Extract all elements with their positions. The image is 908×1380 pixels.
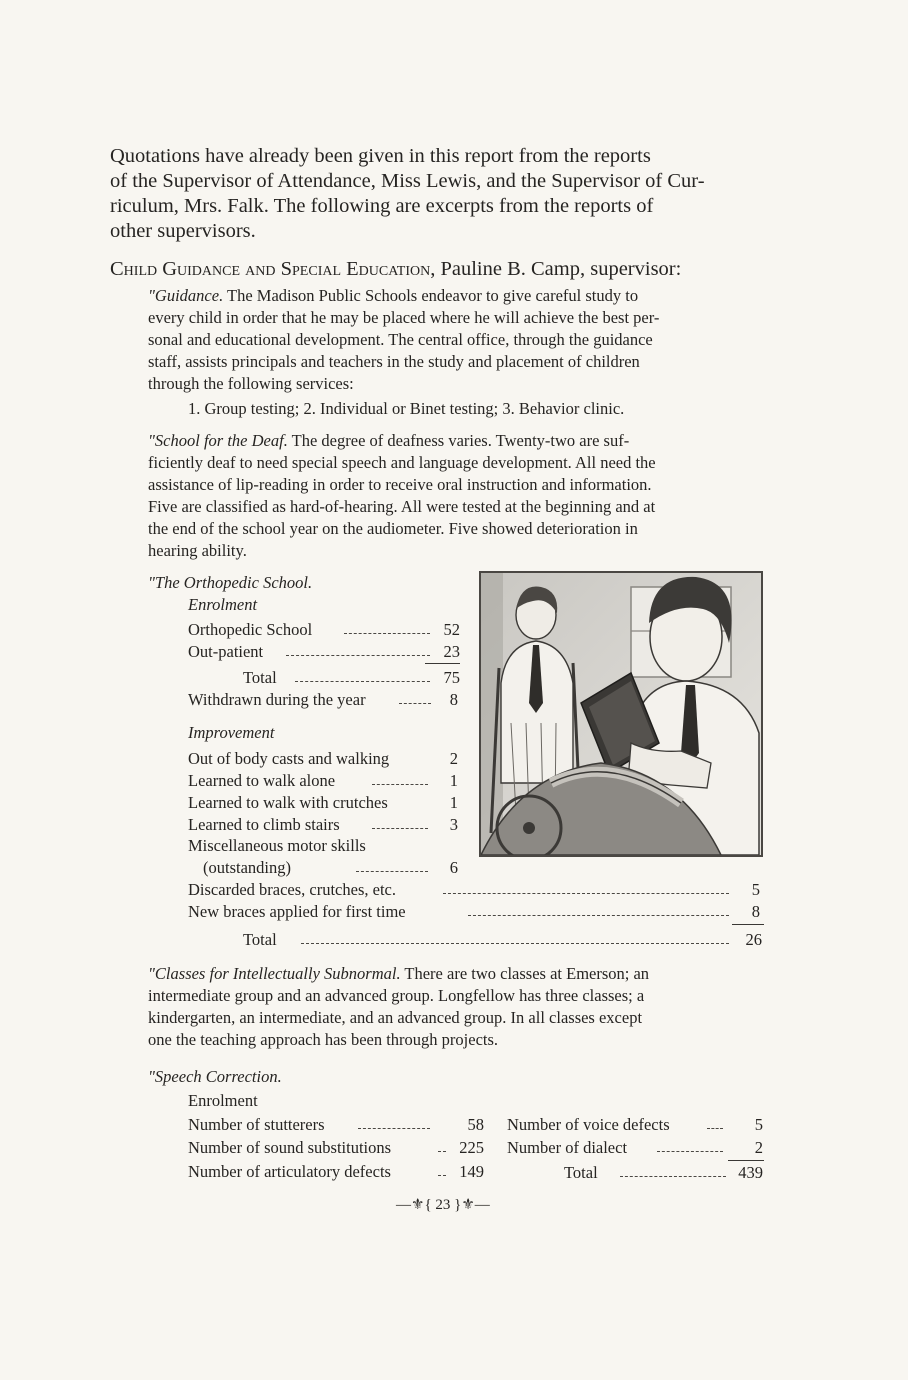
speech-value: 439 xyxy=(738,1163,763,1182)
improvement-value: 5 xyxy=(751,880,760,899)
sum-rule xyxy=(425,663,460,664)
deaf-line-6: hearing ability. xyxy=(148,541,247,560)
speech-label: Number of sound substitutions xyxy=(188,1138,392,1157)
leader-dots xyxy=(356,871,428,872)
improvement-label: Learned to walk with crutches xyxy=(188,793,388,812)
improvement-label: Total xyxy=(243,930,277,949)
enrolment-value: 75 xyxy=(443,668,460,687)
speech-label: Number of voice defects xyxy=(507,1115,670,1134)
improvement-row xyxy=(188,879,762,901)
ortho-enrolment-heading: Enrolment xyxy=(188,595,258,614)
deaf-line-5: the end of the school year on the audiometer. Five showed deterioration in xyxy=(148,519,638,538)
improvement-value: 3 xyxy=(449,815,458,834)
improvement-value: 1 xyxy=(449,771,458,790)
improvement-row xyxy=(188,748,460,770)
section-heading-caps: Child Guidance and Special Education, xyxy=(110,258,436,280)
speech-value: 149 xyxy=(459,1162,484,1181)
improvement-row xyxy=(188,770,460,792)
enrolment-row xyxy=(188,641,460,663)
subnormal-line-1 xyxy=(148,963,649,985)
leader-dots xyxy=(295,681,430,682)
improvement-value: 2 xyxy=(449,749,458,768)
speech-value: 2 xyxy=(754,1138,763,1157)
subnormal-line-3: kindergarten, an intermediate, and an advanced group. In all classes except xyxy=(148,1008,643,1027)
deaf-line-4: Five are classified as hard-of-hearing. All were tested at the beginning and at xyxy=(148,497,656,516)
speech-enrolment-heading: Enrolment xyxy=(188,1091,258,1110)
deaf-line-1 xyxy=(148,430,629,452)
guidance-line-4: staff, assists principals and teachers in the study and placement of children xyxy=(148,352,640,371)
subnormal-text-1: There are two classes at Emerson; an xyxy=(400,964,650,983)
enrolment-value: 8 xyxy=(449,690,458,709)
sum-rule xyxy=(732,924,764,925)
guidance-services: 1. Group testing; 2. Individual or Binet testing; 3. Behavior clinic. xyxy=(188,399,625,418)
improvement-value: 26 xyxy=(745,930,762,949)
speech-label: Number of dialect xyxy=(507,1138,628,1157)
leader-dots xyxy=(372,828,428,829)
guidance-line-2: every child in order that he may be placed where he will achieve the best per- xyxy=(148,308,660,327)
subnormal-line-4: one the teaching approach has been through projects. xyxy=(148,1030,499,1049)
improvement-label: Discarded braces, crutches, etc. xyxy=(188,880,396,899)
intro-line-2: of the Supervisor of Attendance, Miss Lewis, and the Supervisor of Cur- xyxy=(110,170,705,192)
deaf-line-3: assistance of lip-reading in order to receive oral instruction and information. xyxy=(148,475,652,494)
intro-line-1: Quotations have already been given in this report from the reports xyxy=(110,145,651,167)
ortho-improvement-heading: Improvement xyxy=(188,723,275,742)
sum-rule xyxy=(728,1160,764,1161)
speech-label: Number of stutterers xyxy=(188,1115,325,1134)
footer-ornament-right: }⚜— xyxy=(454,1197,490,1213)
enrolment-value: 23 xyxy=(443,642,460,661)
improvement-value: 6 xyxy=(449,858,458,877)
improvement-label: Out of body casts and walking xyxy=(188,749,390,768)
speech-label: Number of articulatory defects xyxy=(188,1162,391,1181)
section-heading-rest: Pauline B. Camp, supervisor: xyxy=(435,258,682,280)
subnormal-line-2: intermediate group and an advanced group. Longfellow has three classes; a xyxy=(148,986,645,1005)
guidance-title: "Guidance. xyxy=(148,286,224,305)
enrolment-row xyxy=(243,667,460,689)
speech-row xyxy=(188,1114,484,1136)
improvement-row xyxy=(188,835,460,857)
enrolment-label: Withdrawn during the year xyxy=(188,690,366,709)
boys-reading-sketch xyxy=(481,573,761,855)
ortho-title: "The Orthopedic School. xyxy=(148,573,313,592)
guidance-line-1 xyxy=(148,285,638,307)
speech-row xyxy=(564,1162,763,1184)
speech-row xyxy=(188,1137,484,1159)
page-number: 23 xyxy=(435,1197,451,1213)
leader-dots xyxy=(344,633,430,634)
enrolment-row xyxy=(188,689,460,711)
leader-dots xyxy=(399,703,431,704)
enrolment-label: Out-patient xyxy=(188,642,264,661)
deaf-title: "School for the Deaf. xyxy=(148,431,288,450)
improvement-row xyxy=(203,857,460,879)
intro-line-3: riculum, Mrs. Falk. The following are excerpts from the reports of xyxy=(110,195,654,217)
deaf-text-1: The degree of deafness varies. Twenty-two are suf- xyxy=(287,431,630,450)
improvement-row xyxy=(243,929,762,951)
speech-label: Total xyxy=(564,1163,598,1182)
speech-row xyxy=(507,1114,763,1136)
improvement-label: Learned to climb stairs xyxy=(188,815,340,834)
improvement-row xyxy=(188,792,460,814)
subnormal-title: "Classes for Intellectually Subnormal. xyxy=(148,964,401,983)
speech-title: "Speech Correction. xyxy=(148,1067,282,1086)
guidance-line-3: sonal and educational development. The central office, through the guidance xyxy=(148,330,653,349)
improvement-value: 1 xyxy=(449,793,458,812)
guidance-text-1: The Madison Public Schools endeavor to give careful study to xyxy=(223,286,639,305)
speech-value: 58 xyxy=(467,1115,484,1134)
improvement-label: (outstanding) xyxy=(203,858,291,877)
footer-ornament-left: —⚜{ xyxy=(396,1197,432,1213)
leader-dots xyxy=(443,893,729,894)
enrolment-value: 52 xyxy=(443,620,460,639)
speech-value: 225 xyxy=(459,1138,484,1157)
improvement-row xyxy=(188,901,762,923)
speech-row xyxy=(188,1161,484,1183)
improvement-label: New braces applied for first time xyxy=(188,902,406,921)
illustration-boys-reading xyxy=(479,571,763,857)
leader-dots xyxy=(372,784,428,785)
section-heading xyxy=(110,258,681,281)
speech-value: 5 xyxy=(754,1115,763,1134)
improvement-value: 8 xyxy=(751,902,760,921)
leader-dots xyxy=(620,1176,726,1177)
improvement-row xyxy=(188,814,460,836)
leader-dots xyxy=(707,1128,723,1129)
leader-dots xyxy=(301,943,729,944)
enrolment-label: Orthopedic School xyxy=(188,620,313,639)
speech-row xyxy=(507,1137,763,1159)
page-footer xyxy=(396,1195,490,1214)
enrolment-label: Total xyxy=(243,668,277,687)
leader-dots xyxy=(657,1151,723,1152)
deaf-line-2: ficiently deaf to need special speech and language development. All need the xyxy=(148,453,656,472)
leader-dots xyxy=(468,915,729,916)
enrolment-row xyxy=(188,619,460,641)
guidance-line-5: through the following services: xyxy=(148,374,354,393)
improvement-label: Miscellaneous motor skills xyxy=(188,836,366,855)
improvement-label: Learned to walk alone xyxy=(188,771,336,790)
leader-dots xyxy=(286,655,430,656)
leader-dots xyxy=(358,1128,430,1129)
intro-line-4: other supervisors. xyxy=(110,220,256,242)
